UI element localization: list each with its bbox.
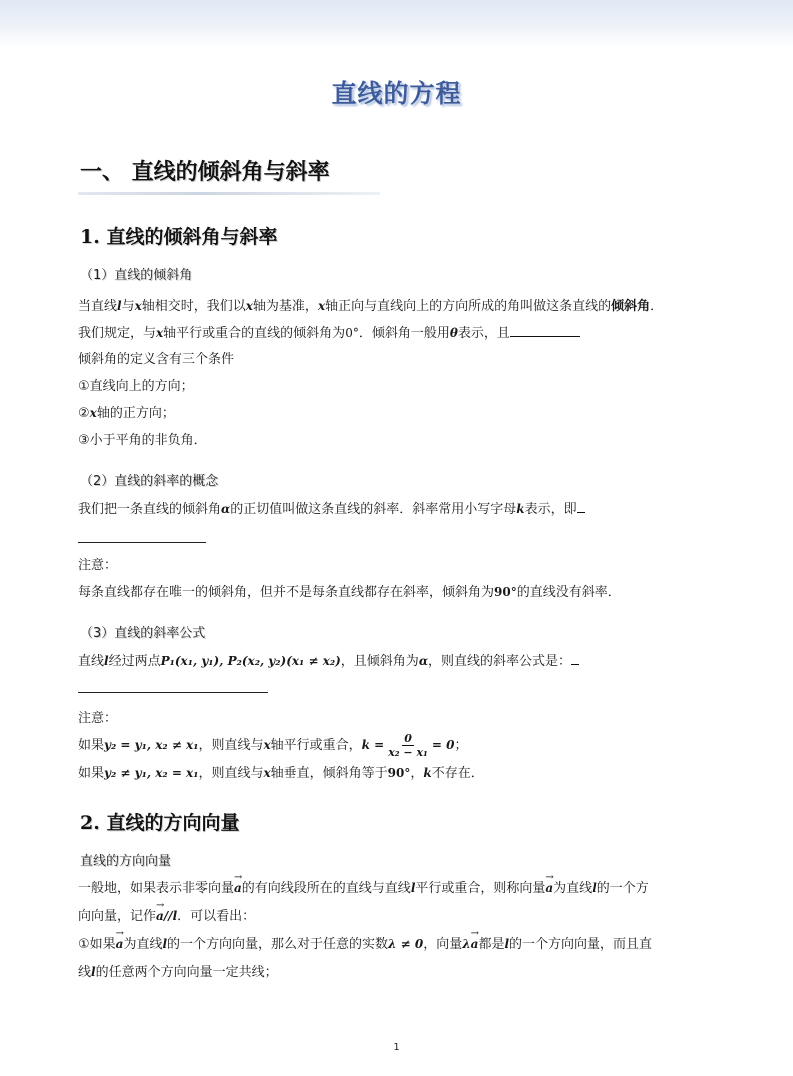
paragraph-three-conditions: 倾斜角的定义含有三个条件	[78, 352, 235, 367]
section-heading-2: 2. 直线的方向向量	[80, 812, 240, 834]
chapter-heading: 一、 直线的倾斜角与斜率	[80, 160, 330, 185]
paragraph-direction-vector-2: 向向量，记作→ a//l．可以看出：	[78, 905, 255, 924]
note-vertical-case: 如果y₂ ≠ y₁, x₂ = x₁，则直线与x轴垂直，倾斜角等于90°，k不存在．	[78, 766, 484, 781]
fill-blank-start[interactable]	[571, 664, 579, 665]
condition-1: ①直线向上的方向；	[78, 379, 194, 394]
document-title: 直线的方程	[331, 79, 462, 108]
fill-blank-start[interactable]	[577, 512, 585, 513]
note-horizontal-case: 如果y₂ = y₁, x₂ ≠ x₁，则直线与x轴平行或重合，k = $\frac{0}{\text{x₂ − x₁}}$ = 0；	[78, 732, 468, 759]
paragraph-direction-vector-4: 线l的任意两个方向向量一定共线；	[78, 965, 278, 980]
paragraph-direction-vector-3: ①如果→ a为直线l的一个方向向量，那么对于任意的实数λ ≠ 0，向量λ→ a都是l的一个方向向量，而且直	[78, 933, 652, 952]
fill-blank-line[interactable]	[78, 542, 206, 543]
term-inclination: 倾斜角	[611, 299, 651, 314]
section-heading-1: 1. 直线的倾斜角与斜率	[80, 226, 278, 248]
paragraph-slope-def: 我们把一条直线的倾斜角α的正切值叫做这条直线的斜率．斜率常用小写字母k表示，即	[78, 498, 585, 517]
header-band	[0, 0, 793, 48]
points-expression: P₁(x₁, y₁), P₂(x₂, y₂)(x₁ ≠ x₂)	[160, 654, 341, 668]
subheading-inclination: （1）直线的倾斜角	[80, 268, 193, 283]
note-label: 注意：	[78, 558, 118, 573]
page-number: 1	[393, 1042, 400, 1053]
subheading-slope-formula: （3）直线的斜率公式	[80, 626, 206, 641]
fill-blank[interactable]	[510, 336, 580, 337]
note-label: 注意：	[78, 711, 118, 726]
subheading-direction-vector: 直线的方向向量	[80, 854, 172, 869]
condition-3: ③小于平角的非负角．	[78, 433, 207, 448]
subheading-slope-concept: （2）直线的斜率的概念	[80, 474, 219, 489]
paragraph-slope-formula: 直线l经过两点P₁(x₁, y₁), P₂(x₂, y₂)(x₁ ≠ x₂)，且倾斜角为α，则直线的斜率公式是：	[78, 650, 579, 669]
paragraph-direction-vector-1: 一般地，如果表示非零向量→ a的有向线段所在的直线与直线l平行或重合，则称向量→ a为直线l的一个方	[78, 877, 649, 896]
chapter-underline	[78, 192, 380, 195]
fill-blank-line[interactable]	[78, 692, 268, 693]
note-slope-existence: 每条直线都存在唯一的倾斜角，但并不是每条直线都存在斜率，倾斜角为90°的直线没有斜率．	[78, 585, 621, 600]
condition-2: ②x轴的正方向；	[78, 406, 175, 421]
slope-fraction: $\frac{0}{\text{x₂ − x₁}}$	[388, 732, 428, 759]
paragraph-inclination-def: 当直线l与x轴相交时，我们以x轴为基准，x轴正向与直线向上的方向所成的角叫做这条直线的倾斜角．	[78, 299, 664, 314]
paragraph-inclination-rule: 我们规定，与x轴平行或重合的直线的倾斜角为0°．倾斜角一般用θ表示，且	[78, 322, 580, 341]
